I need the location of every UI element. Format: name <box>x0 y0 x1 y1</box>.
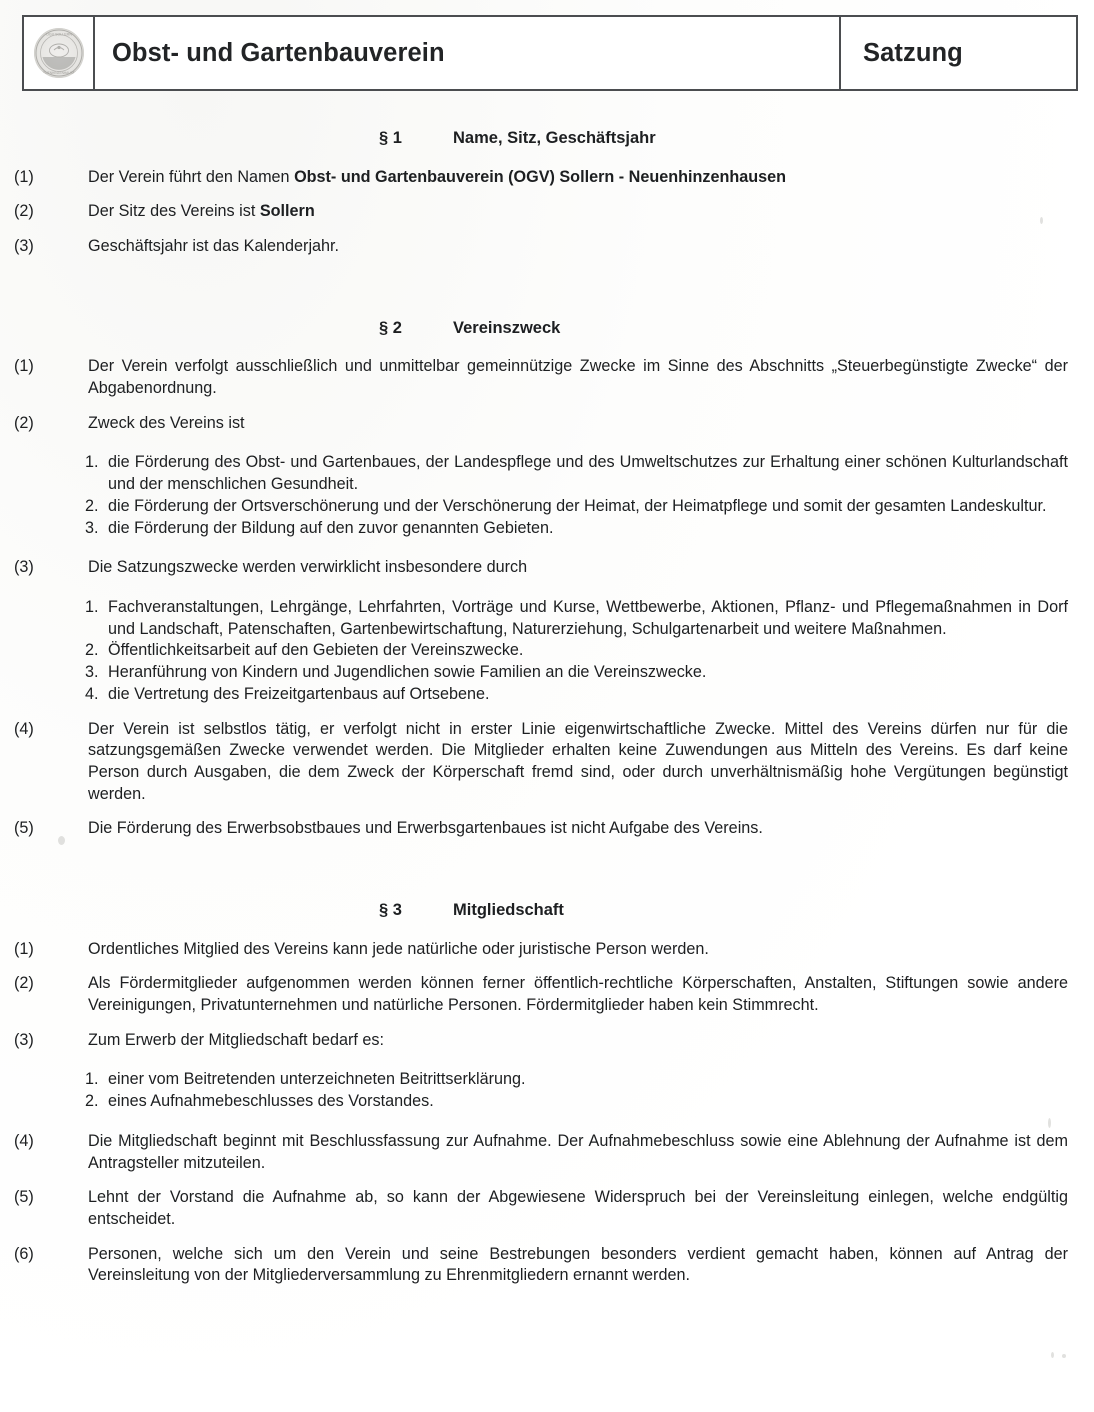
section-title-3: Mitgliedschaft <box>453 901 564 920</box>
logo-cell <box>24 17 95 89</box>
section-paragraph-1 <box>0 128 1094 258</box>
paragraph-2-1 <box>0 356 1094 399</box>
section-symbol-1: § 1 <box>379 129 402 147</box>
paragraph-text: Ordentliches Mitglied des Vereins kann jede natürliche oder juristische Person werden. <box>88 939 709 958</box>
paragraph-marker: (2) <box>14 413 34 432</box>
paragraph-3-2 <box>0 973 1094 1016</box>
list-item <box>0 518 1068 540</box>
section-symbol-2: § 2 <box>379 318 402 337</box>
paragraph-text: Die Satzungszwecke werden verwirklicht insbesondere durch <box>88 558 528 577</box>
paragraph-3-5 <box>0 1187 1094 1230</box>
section-heading-1 <box>0 128 1094 149</box>
paragraph-2-4 <box>0 719 1094 806</box>
list-item-number: 2. <box>85 496 99 515</box>
list-item-number: 3. <box>85 518 99 537</box>
list-item-number: 2. <box>85 641 99 660</box>
list-item-text: die Vertretung des Freizeitgartenbaus auf Ortsebene. <box>108 684 490 703</box>
document-title: Obst- und Gartenbauverein <box>112 38 445 67</box>
paragraph-marker: (1) <box>14 357 34 376</box>
section-title-1: Name, Sitz, Geschäftsjahr <box>453 129 656 147</box>
scan-speck <box>1051 1352 1054 1358</box>
paragraph-text: Der Verein ist selbstlos tätig, er verfolgt nicht in erster Linie eigenwirtschaftliche Zwecke. Mittel des Vereins dürfen nur für die satzungsgemäßen Zwecke verwendet werden. Die Mitglieder erhalten keine Zuwendungen aus Mitteln des Vereins. Es darf keine Person durch Ausgaben, die dem Zweck der Körperschaft fremd sind, oder durch unverhältnismäßig hohe Vergütungen begünstigt werden. <box>88 719 1068 803</box>
section-heading-3 <box>0 900 1094 921</box>
paragraph-2-5 <box>0 818 1094 840</box>
paragraph-3-1 <box>0 939 1094 961</box>
section-paragraph-3 <box>0 900 1094 1287</box>
paragraph-marker: (3) <box>14 558 34 577</box>
list-item <box>0 452 1068 495</box>
paragraph-marker: (6) <box>14 1244 34 1263</box>
document-kind: Satzung <box>863 38 963 67</box>
paragraph-marker: (1) <box>14 939 34 958</box>
paragraph-bold-text: Obst- und Gartenbauverein (OGV) Sollern - Neuenhinzenhausen <box>294 167 787 186</box>
paragraph-text: Lehnt der Vorstand die Aufnahme ab, so kann der Abgewiesene Widerspruch bei der Vereinsleitung einlegen, welche endgültig entscheidet. <box>88 1188 1068 1228</box>
list-item-number: 4. <box>85 684 99 703</box>
document-body <box>0 128 1094 1287</box>
list-item-text: die Förderung des Obst- und Gartenbaues, der Landespflege und des Umweltschutzes zur Erhaltung einer schönen Kulturlandschaft und der menschlichen Gesundheit. <box>108 453 1068 494</box>
paragraph-marker: (5) <box>14 819 34 838</box>
paragraph-marker: (3) <box>14 237 34 256</box>
section-paragraph-2 <box>0 318 1094 840</box>
svg-text:NEUENHINZENHAUSEN: NEUENHINZENHAUSEN <box>40 71 77 76</box>
list-paragraph-2-2 <box>0 452 1094 539</box>
paragraph-marker: (1) <box>14 167 34 186</box>
paragraph-text: Der Verein führt den Namen <box>88 167 295 186</box>
list-item-number: 2. <box>85 1092 99 1111</box>
list-paragraph-3-3 <box>0 1069 1094 1112</box>
paragraph-2-2 <box>0 413 1094 435</box>
list-item <box>0 1069 1068 1091</box>
list-item <box>0 662 1068 684</box>
list-item-number: 1. <box>85 1070 99 1089</box>
paragraph-text: Der Verein verfolgt ausschließlich und unmittelbar gemeinnützige Zwecke im Sinne des Abschnitts „Steuerbegünstigte Zwecke“ der Abgabenordnung. <box>88 357 1068 398</box>
list-paragraph-2-3 <box>0 597 1094 706</box>
list-item-number: 1. <box>85 453 99 472</box>
list-item-number: 1. <box>85 597 99 616</box>
document-header-table <box>22 15 1078 91</box>
paragraph-text: Der Sitz des Vereins ist <box>88 202 260 221</box>
paragraph-marker: (4) <box>14 1131 34 1150</box>
section-title-2: Vereinszweck <box>453 318 561 337</box>
paragraph-marker: (2) <box>14 974 34 993</box>
list-item <box>0 1091 1068 1113</box>
section-heading-2 <box>0 318 1094 339</box>
list-item <box>0 597 1068 640</box>
paragraph-1-2 <box>0 201 1094 223</box>
list-item <box>0 496 1068 518</box>
paragraph-text: Personen, welche sich um den Verein und seine Bestrebungen besonders verdient gemacht haben, können auf Antrag der Vereinsleitung von der Mitgliederversammlung zu Ehrenmitgliedern ernannt werden. <box>88 1244 1068 1285</box>
list-item-text: einer vom Beitretenden unterzeichneten Beitrittserklärung. <box>108 1070 526 1089</box>
paragraph-marker: (2) <box>14 202 34 221</box>
paragraph-marker: (3) <box>14 1030 34 1049</box>
paragraph-3-4 <box>0 1131 1094 1174</box>
svg-text:OGV SOLLERN: OGV SOLLERN <box>45 32 72 37</box>
list-item-text: die Förderung der Bildung auf den zuvor genannten Gebieten. <box>108 518 554 537</box>
paragraph-bold-text: Sollern <box>259 202 315 221</box>
scan-speck <box>1062 1354 1066 1358</box>
document-kind-cell <box>841 17 1076 89</box>
paragraph-text: Geschäftsjahr ist das Kalenderjahr. <box>88 237 340 256</box>
list-item-text: Öffentlichkeitsarbeit auf den Gebieten der Vereinszwecke. <box>108 641 524 660</box>
paragraph-text: Die Förderung des Erwerbsobstbaues und Erwerbsgartenbaues ist nicht Aufgabe des Vereins. <box>88 819 763 838</box>
document-title-cell <box>95 17 841 89</box>
paragraph-text: Zweck des Vereins ist <box>88 413 245 432</box>
paragraph-1-1 <box>0 167 1094 189</box>
section-symbol-3: § 3 <box>379 901 402 920</box>
paragraph-text: Die Mitgliedschaft beginnt mit Beschlussfassung zur Aufnahme. Der Aufnahmebeschluss sowie eine Ablehnung der Aufnahme ist dem Antragsteller mitzuteilen. <box>88 1131 1068 1172</box>
list-item-number: 3. <box>85 663 99 682</box>
paragraph-3-3 <box>0 1030 1094 1052</box>
list-item-text: die Förderung der Ortsverschönerung und der Verschönerung der Heimat, der Heimatpflege und somit der gesamten Landeskultur. <box>108 496 1047 515</box>
paragraph-2-3 <box>0 557 1094 579</box>
list-item <box>0 640 1068 662</box>
list-item-text: eines Aufnahmebeschlusses des Vorstandes. <box>108 1092 434 1111</box>
paragraph-3-6 <box>0 1244 1094 1287</box>
list-item-text: Heranführung von Kindern und Jugendlichen sowie Familien an die Vereinszwecke. <box>108 663 707 682</box>
list-item-text: Fachveranstaltungen, Lehrgänge, Lehrfahrten, Vorträge und Kurse, Wettbewerbe, Aktionen, Pflanz- und Pflegemaßnahmen in Dorf und Landschaft, Patenschaften, Gartenbewirtschaftung, Naturerziehung, Schulgartenarbeit und weitere Maßnahmen. <box>108 597 1068 638</box>
paragraph-marker: (5) <box>14 1188 34 1207</box>
paragraph-text: Als Fördermitglieder aufgenommen werden können ferner öffentlich-rechtliche Körperschaften, Anstalten, Stiftungen sowie andere Vereinigungen, Privatunternehmen und natürliche Personen. Fördermitglieder haben kein Stimmrecht. <box>88 974 1068 1015</box>
paragraph-text: Zum Erwerb der Mitgliedschaft bedarf es: <box>88 1030 384 1049</box>
club-seal-icon <box>34 28 84 78</box>
paragraph-marker: (4) <box>14 719 34 738</box>
list-item <box>0 684 1068 706</box>
paragraph-1-3 <box>0 236 1094 258</box>
